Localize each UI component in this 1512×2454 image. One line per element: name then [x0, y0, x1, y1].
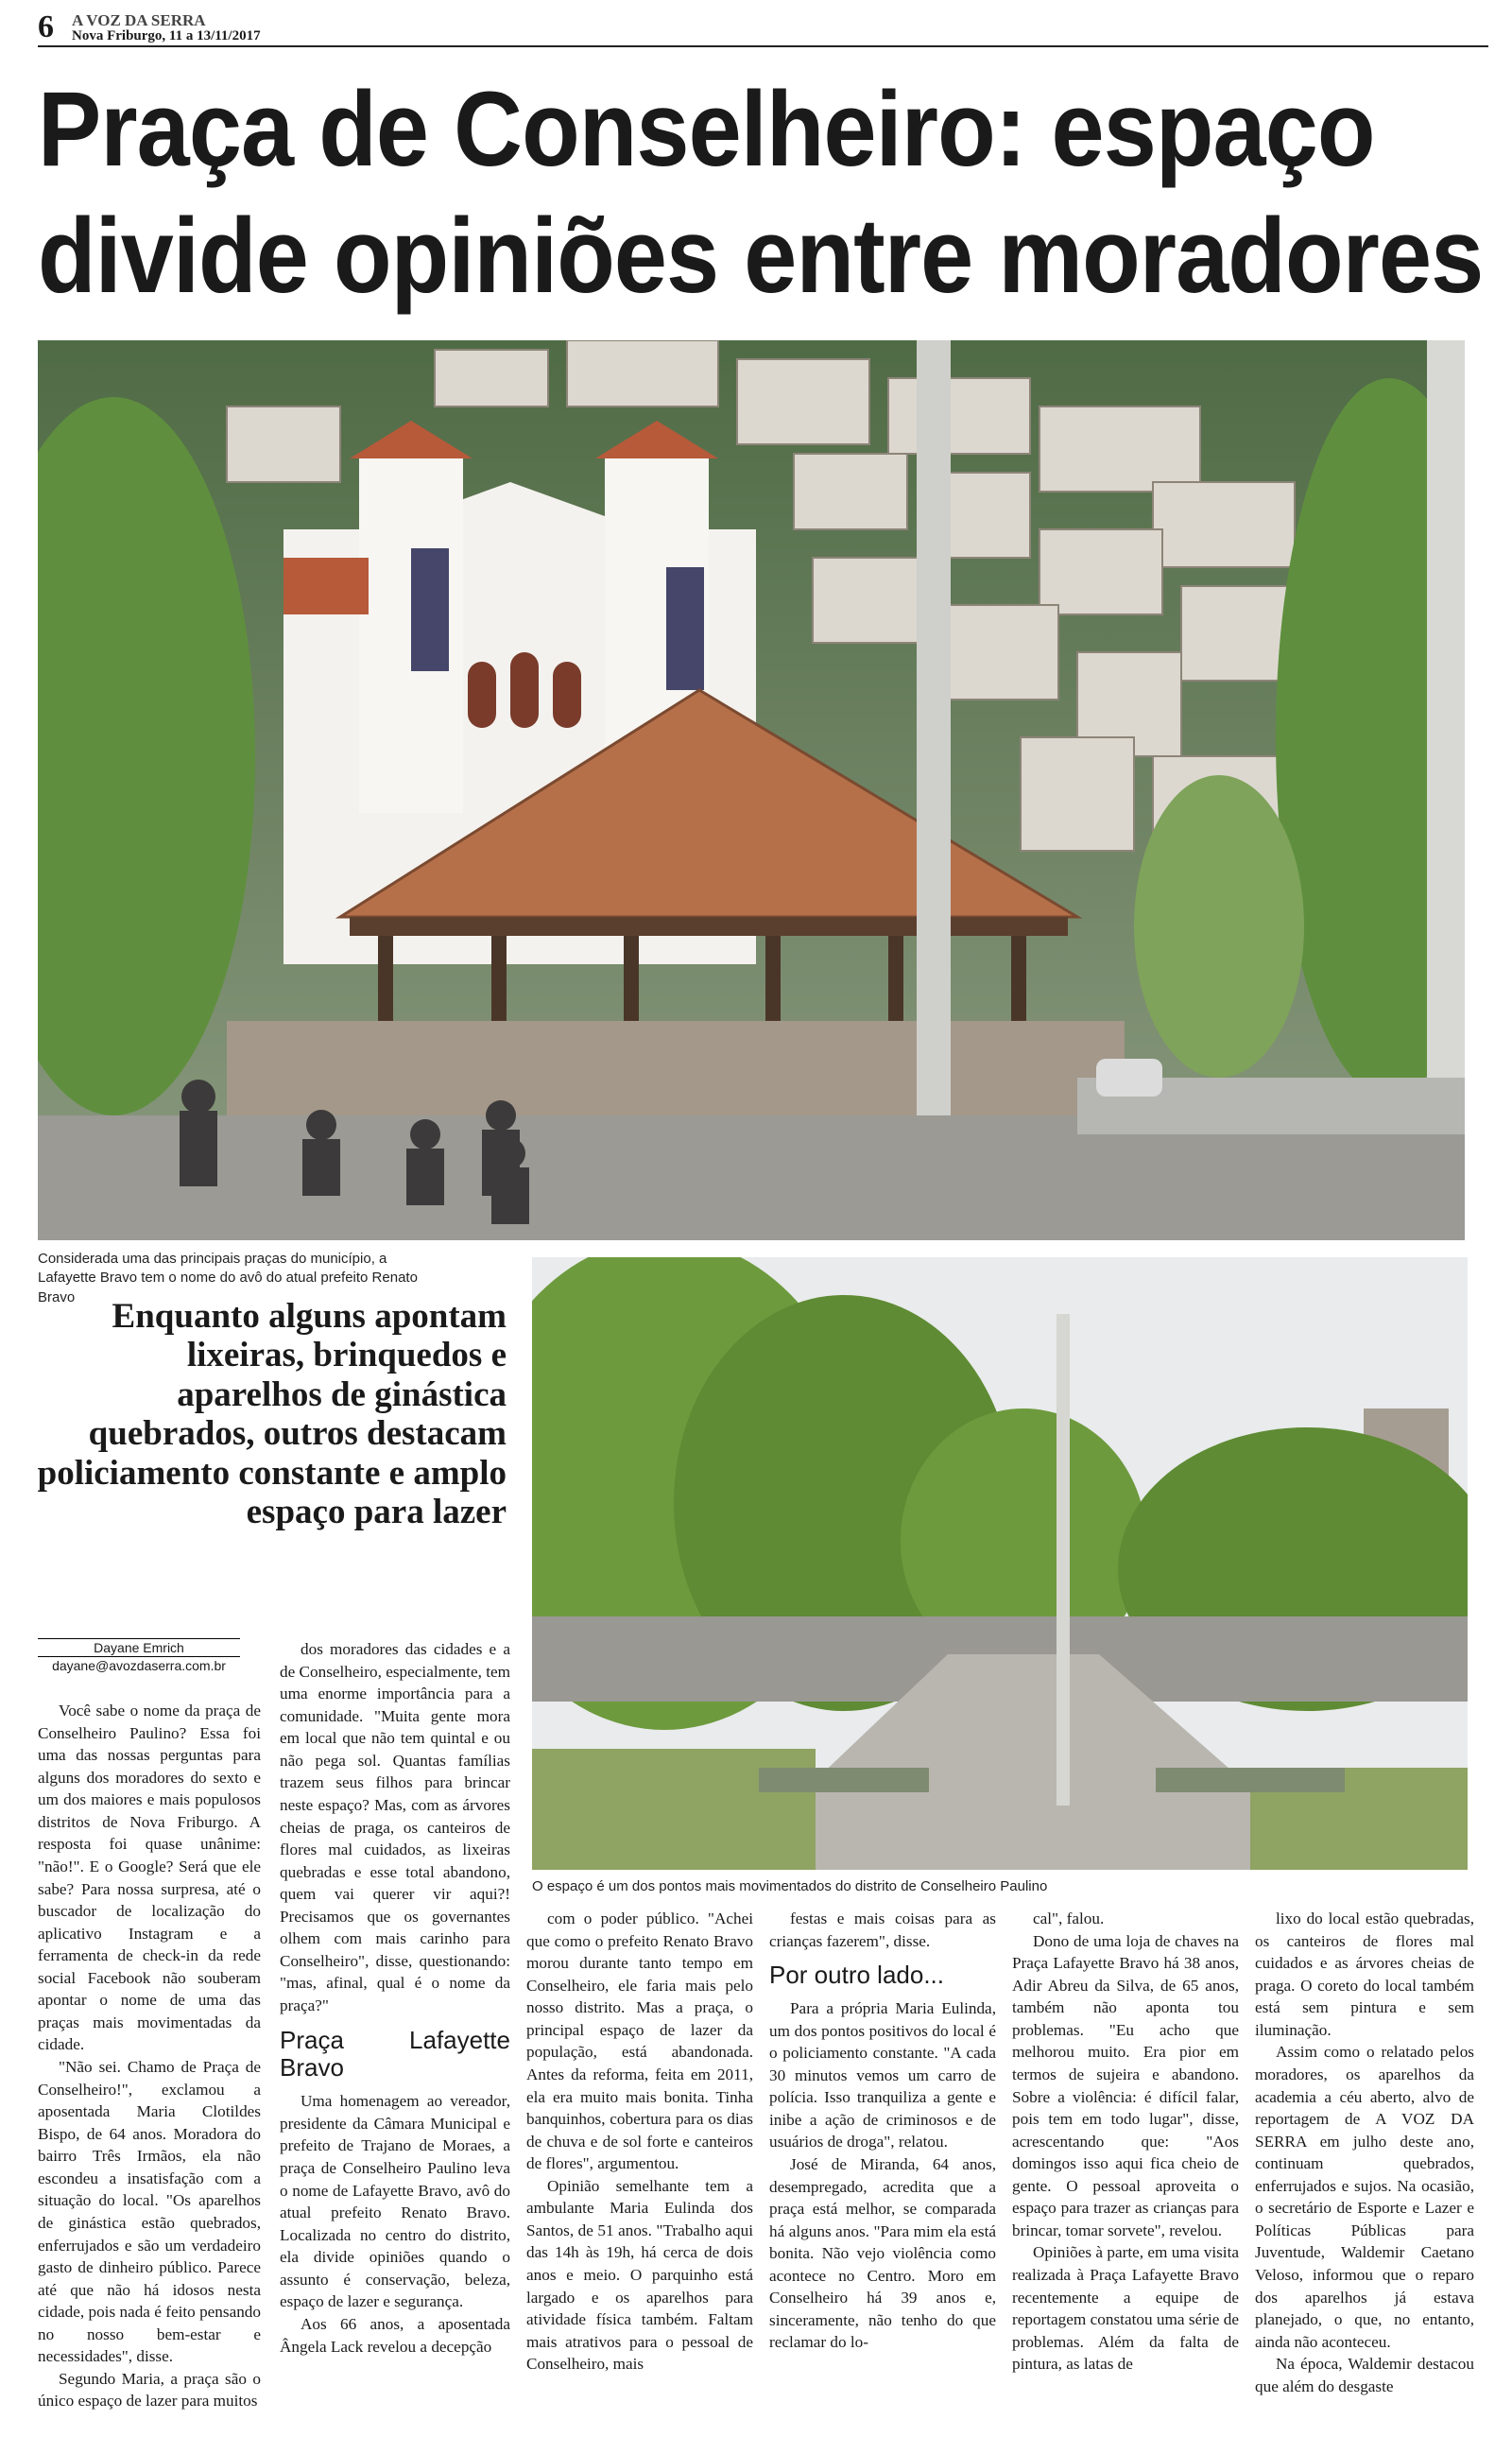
paragraph: Você sabe o nome da praça de Conselheiro Paulino? Essa foi uma das nossas perguntas para alguns dos moradores do sexto e um dos maiores e mais populosos distritos de Nova Friburgo. A resposta foi quase unânime: "não!". E o Google? Será que ele sabe? Para nossa surpresa, até o buscador de localização do aplicativo Instagram e a ferramenta de check-in da rede social Facebook não souberam apontar o nome de uma das praças mais movimentadas da cidade.: [38, 1702, 261, 2054]
page-number: 6: [38, 9, 54, 44]
top-photo-caption: Considerada uma das principais praças do município, a Lafayette Bravo tem o nome do avô do atual prefeito Renato Bravo: [38, 1251, 418, 1305]
publication-name: A VOZ DA SERRA: [72, 11, 206, 29]
second-photo-caption: O espaço é um dos pontos mais movimentados do distrito de Conselheiro Paulino: [532, 1878, 1048, 1894]
paragraph: Segundo Maria, a praça são o único espaço de lazer para muitos: [38, 2369, 261, 2411]
headline-line-2: divide opiniões entre moradores: [38, 197, 1484, 316]
byline: [38, 1638, 240, 1674]
paragraph: Uma homenagem ao vereador, presidente da Câmara Municipal e prefeito de Trajano de Moraes, a praça de Conselheiro Paulino leva o nome de Lafayette Bravo, avô do atual prefeito Renato Bravo. Localizada no centro do distrito, ela divide opiniões quando o assunto é conservação, beleza, espaço de lazer e segurança.: [280, 2092, 510, 2311]
subhead-por-outro-lado: Por outro lado...: [769, 1961, 944, 1990]
paragraph: lixo do local estão quebradas, os canteiros de flores mal cuidados e as árvores cheias de praga. O coreto do local também está sem pintura e sem iluminação.: [1255, 1910, 1474, 2039]
author-email[interactable]: dayane@avozdaserra.com.br: [52, 1658, 226, 1674]
top-photo: [38, 340, 1465, 1240]
paragraph: Assim como o relatado pelos moradores, os aparelhos da academia a céu aberto, alvo de reportagem de A VOZ DA SERRA em julho deste ano, continuam quebrados, enferrujados e sujos. Na ocasião, o secretário de Esporte e Lazer e Políticas Públicas para Juventude, Waldemir Caetano Veloso, informou que o reparo dos aparelhos já estava planejado, o que, no entanto, ainda não aconteceu.: [1255, 2043, 1474, 2351]
paragraph: cal", falou.: [1033, 1910, 1105, 1927]
headline: [38, 66, 1484, 320]
subhead-praca-lafayette: Praça Lafayette Bravo: [280, 2025, 510, 2082]
paragraph: Opinião semelhante tem a ambulante Maria Eulinda dos Santos, de 51 anos. "Trabalho aqui das 14h às 19h, há cerca de dois anos e meio. O parquinho está largado e os aparelhos para atividade física também. Faltam mais atrativos para o pessoal de Conselheiro, mais: [526, 2176, 753, 2374]
paragraph: dos moradores das cidades e a de Conselheiro, especialmente, tem uma enorme importância para a comunidade. "Muita gente mora em local que não tem quintal e ou não pega sol. Quantas famílias trazem seus filhos para brincar neste espaço? Mas, com as árvores cheias de praga, os canteiros de flores mal cuidados, as lixeiras quebradas e esse total abandono, quem vai querer vir aqui?! Precisamos que os governantes olhem com mais carinho para Conselheiro", disse, questionando: "mas, afinal, qual é o nome da praça?": [280, 1640, 510, 2014]
paragraph: festas e mais coisas para as crianças fazerem", disse.: [769, 1910, 996, 1950]
article-column-2: [280, 1638, 510, 2448]
plaza-church-photo: [38, 340, 1465, 1240]
paragraph: Opiniões à parte, em uma visita realizada à Praça Lafayette Bravo recentemente a equipe de reportagem constatou uma série de problemas. Além da falta de pintura, as latas de: [1012, 2243, 1239, 2374]
headline-line-1: Praça de Conselheiro: espaço: [38, 70, 1375, 188]
article-column-3: [526, 1908, 753, 2448]
paragraph: Dono de uma loja de chaves na Praça Lafayette Bravo há 38 anos, Adir Abreu da Silva, de 65 anos, também não aponta tou problemas. "Eu acho que melhorou muito. Era pior em termos de sujeira e abandono. Sobre a violência: é difícil falar, pois tem em todo lugar", disse, acrescentando que: "Aos domingos isso aqui fica cheio de gente. O pessoal aproveita o espaço para trazer as crianças para brincar, tomar sorvete", revelou.: [1012, 1931, 1239, 2239]
second-photo: [532, 1257, 1468, 1870]
paragraph: Aos 66 anos, a aposentada Ângela Lack revelou a decepção: [280, 2314, 510, 2356]
date-line: Nova Friburgo, 11 a 13/11/2017: [72, 28, 261, 43]
paragraph: Para a própria Maria Eulinda, um dos pontos positivos do local é o policiamento constante. "A cada 30 minutos vemos um carro de polícia. Isso tranquiliza a gente e inibe a ação de criminosos e de usuários de droga", relatou.: [769, 1999, 996, 2152]
plaza-trees-photo: [532, 1257, 1468, 1870]
article-column-4: [769, 1908, 996, 2448]
paragraph: Na época, Waldemir destacou que além do desgaste: [1255, 2355, 1474, 2395]
header-rule: [38, 45, 1488, 47]
paragraph: "Não sei. Chamo de Praça de Conselheiro!", exclamou a aposentada Maria Clotildes Bispo, de 64 anos. Moradora do bairro Três Irmãos, ela não escondeu a insatisfação com a situação do local. "Os aparelhos de ginástica estão quebrados, enferrujados e são um verdadeiro gasto de dinheiro público. Parece até que não há idosos nesta cidade, pois nada é feito pensando no nosso bem-estar e necessidades", disse.: [38, 2058, 261, 2366]
paragraph: com o poder público. "Achei que como o prefeito Renato Bravo morou durante tanto tempo em Conselheiro, ele faria mais pelo nosso distrito. Mas a praça, o principal espaço de lazer da população, está abandonada. Antes da reforma, feita em 2011, ela era muito mais bonita. Tinha banquinhos, cobertura para os dias de chuva e de sol forte e canteiros de flores", argumentou.: [526, 1910, 753, 2173]
article-column-6: [1255, 1908, 1474, 2448]
article-column-1: [38, 1700, 261, 2448]
lead-deck: Enquanto alguns apontam lixeiras, brinquedos e aparelhos de ginástica quebrados, outros destacam policiamento constante e amplo espaço para lazer: [37, 1297, 507, 1532]
article-column-5: [1012, 1908, 1239, 2448]
author-name: Dayane Emrich: [38, 1638, 240, 1657]
paragraph: José de Miranda, 64 anos, desempregado, acredita que a praça está melhor, se comparada há alguns anos. "Para mim ela está bonita. Não vejo violência como acontece no Centro. Moro em Conselheiro há 39 anos e, sinceramente, não tenho do que reclamar do lo-: [769, 2154, 996, 2352]
